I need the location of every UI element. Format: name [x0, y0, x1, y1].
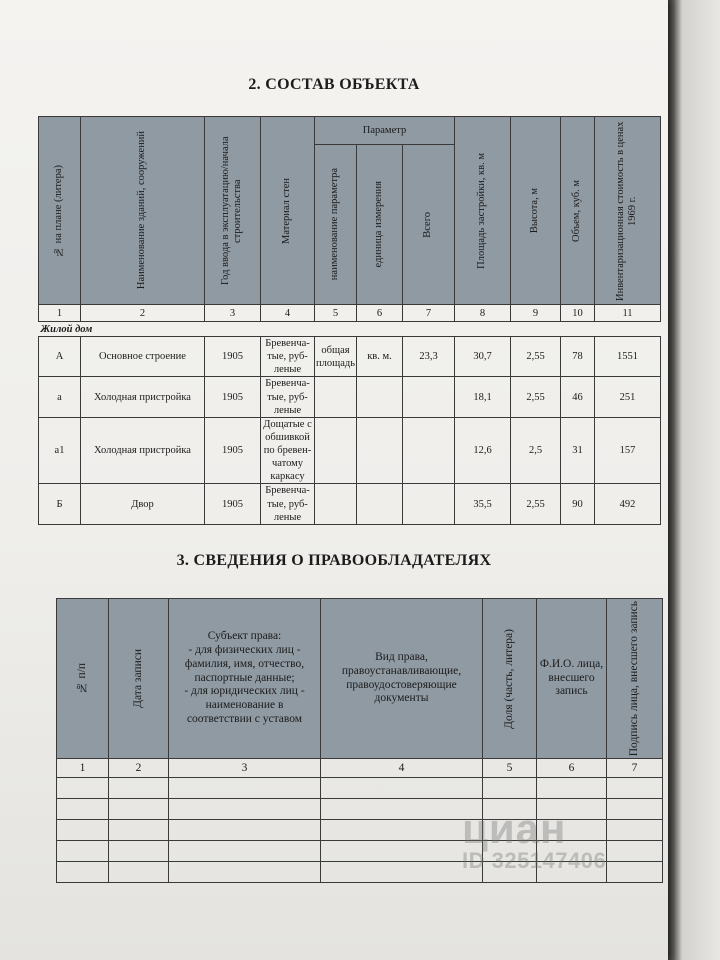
cell-total: 23,3	[403, 337, 455, 377]
cell-area: 18,1	[455, 377, 511, 417]
col-header-height: Высота, м	[511, 117, 561, 305]
cell-volume: 90	[561, 484, 595, 524]
cell-unit	[357, 377, 403, 417]
cell-year: 1905	[205, 337, 261, 377]
background-next-page	[662, 0, 720, 960]
col-header-right-type: Вид права, правоустанавливающие, правоудостоверяющие документы	[321, 599, 483, 759]
cell-volume: 78	[561, 337, 595, 377]
cell-total	[403, 377, 455, 417]
cell-area: 12,6	[455, 417, 511, 484]
column-numbers-row	[39, 305, 661, 322]
cell-material: Бревенча-тые, руб-леные	[261, 484, 315, 524]
cell-param-name: общая площадь	[315, 337, 357, 377]
col-number: 7	[403, 305, 455, 322]
cell-cost: 251	[595, 377, 661, 417]
group-row	[39, 322, 661, 337]
col-header-plan-number: № на плане (литера)	[39, 117, 81, 305]
cell-height: 2,5	[511, 417, 561, 484]
col-number: 6	[357, 305, 403, 322]
cell-total	[403, 417, 455, 484]
col-header-total: Всего	[403, 145, 455, 305]
col-header-wall-material: Материал стен	[261, 117, 315, 305]
cell-height: 2,55	[511, 484, 561, 524]
cell-literal: а	[39, 377, 81, 417]
col-header-number: № п/п	[57, 599, 109, 759]
cell-name: Основное строение	[81, 337, 205, 377]
cell-name: Холодная пристройка	[81, 417, 205, 484]
col-header-record-date: Дата записи	[109, 599, 169, 759]
col-number: 5	[315, 305, 357, 322]
cell-year: 1905	[205, 377, 261, 417]
cell-param-name	[315, 417, 357, 484]
cell-name: Холодная пристройка	[81, 377, 205, 417]
object-composition-table	[38, 116, 661, 525]
section-2-title: 2. СОСТАВ ОБЪЕКТА	[248, 76, 420, 93]
watermark-brand: циан	[462, 805, 567, 852]
cell-volume: 46	[561, 377, 595, 417]
col-number: 6	[537, 759, 607, 778]
empty-row	[57, 778, 663, 799]
col-number: 5	[483, 759, 537, 778]
empty-row	[57, 820, 663, 841]
col-number: 10	[561, 305, 595, 322]
cell-material: Бревенча-тые, руб-леные	[261, 377, 315, 417]
cell-material: Бревенча-тые, руб-леные	[261, 337, 315, 377]
cell-literal: А	[39, 337, 81, 377]
table-row	[39, 417, 661, 484]
cell-cost: 1551	[595, 337, 661, 377]
cell-total	[403, 484, 455, 524]
cell-unit: кв. м.	[357, 337, 403, 377]
col-header-year: Год ввода в эксплуатацию/начала строительства	[205, 117, 261, 305]
cell-height: 2,55	[511, 377, 561, 417]
cell-unit	[357, 417, 403, 484]
col-number: 1	[39, 305, 81, 322]
col-number: 11	[595, 305, 661, 322]
col-number: 4	[261, 305, 315, 322]
cell-height: 2,55	[511, 337, 561, 377]
col-header-param-name: наименование параметра	[315, 145, 357, 305]
col-number: 9	[511, 305, 561, 322]
col-header-building-name: Наименование зданий, сооружений	[81, 117, 205, 305]
col-header-built-area: Площадь застройки, кв. м	[455, 117, 511, 305]
col-number: 3	[169, 759, 321, 778]
cell-area: 30,7	[455, 337, 511, 377]
table-row	[39, 337, 661, 377]
table-row	[39, 377, 661, 417]
col-number: 3	[205, 305, 261, 322]
col-number: 7	[607, 759, 663, 778]
col-header-signature: Подпись лица, внесшего запись	[607, 599, 663, 759]
col-header-inventory-cost: Инвентаризационная стоимость в ценах 1969 г.	[595, 117, 661, 305]
cell-param-name	[315, 377, 357, 417]
col-header-share: Доля (часть, литера)	[483, 599, 537, 759]
cell-year: 1905	[205, 484, 261, 524]
rights-holders-table	[56, 598, 663, 883]
watermark-id: ID 325147406	[462, 848, 607, 873]
col-number: 8	[455, 305, 511, 322]
col-number: 2	[109, 759, 169, 778]
cell-literal: а1	[39, 417, 81, 484]
cell-cost: 157	[595, 417, 661, 484]
col-number: 2	[81, 305, 205, 322]
cell-material: Дощатые с обшивкой по бревен-чатому каркасу	[261, 417, 315, 484]
cell-cost: 492	[595, 484, 661, 524]
empty-row	[57, 841, 663, 862]
col-header-recorder-name: Ф.И.О. лица, внесшего запись	[537, 599, 607, 759]
col-header-volume: Объем, куб. м	[561, 117, 595, 305]
col-number: 4	[321, 759, 483, 778]
column-numbers-row	[57, 759, 663, 778]
empty-row	[57, 862, 663, 883]
cell-volume: 31	[561, 417, 595, 484]
table-row	[39, 484, 661, 524]
section-3-title: 3. СВЕДЕНИЯ О ПРАВООБЛАДАТЕЛЯХ	[176, 552, 492, 569]
cell-unit	[357, 484, 403, 524]
cell-area: 35,5	[455, 484, 511, 524]
cell-param-name	[315, 484, 357, 524]
col-header-parameter: Параметр	[315, 117, 455, 145]
empty-row	[57, 799, 663, 820]
col-number: 1	[57, 759, 109, 778]
col-header-unit: единица измерения	[357, 145, 403, 305]
cell-literal: Б	[39, 484, 81, 524]
cell-name: Двор	[81, 484, 205, 524]
group-label: Жилой дом	[39, 322, 661, 337]
col-header-subject: Субъект права: - для физических лиц - фамилия, имя, отчество, паспортные данные; - для юридических лиц - наименование в соответствии с уставом	[169, 599, 321, 759]
cell-year: 1905	[205, 417, 261, 484]
